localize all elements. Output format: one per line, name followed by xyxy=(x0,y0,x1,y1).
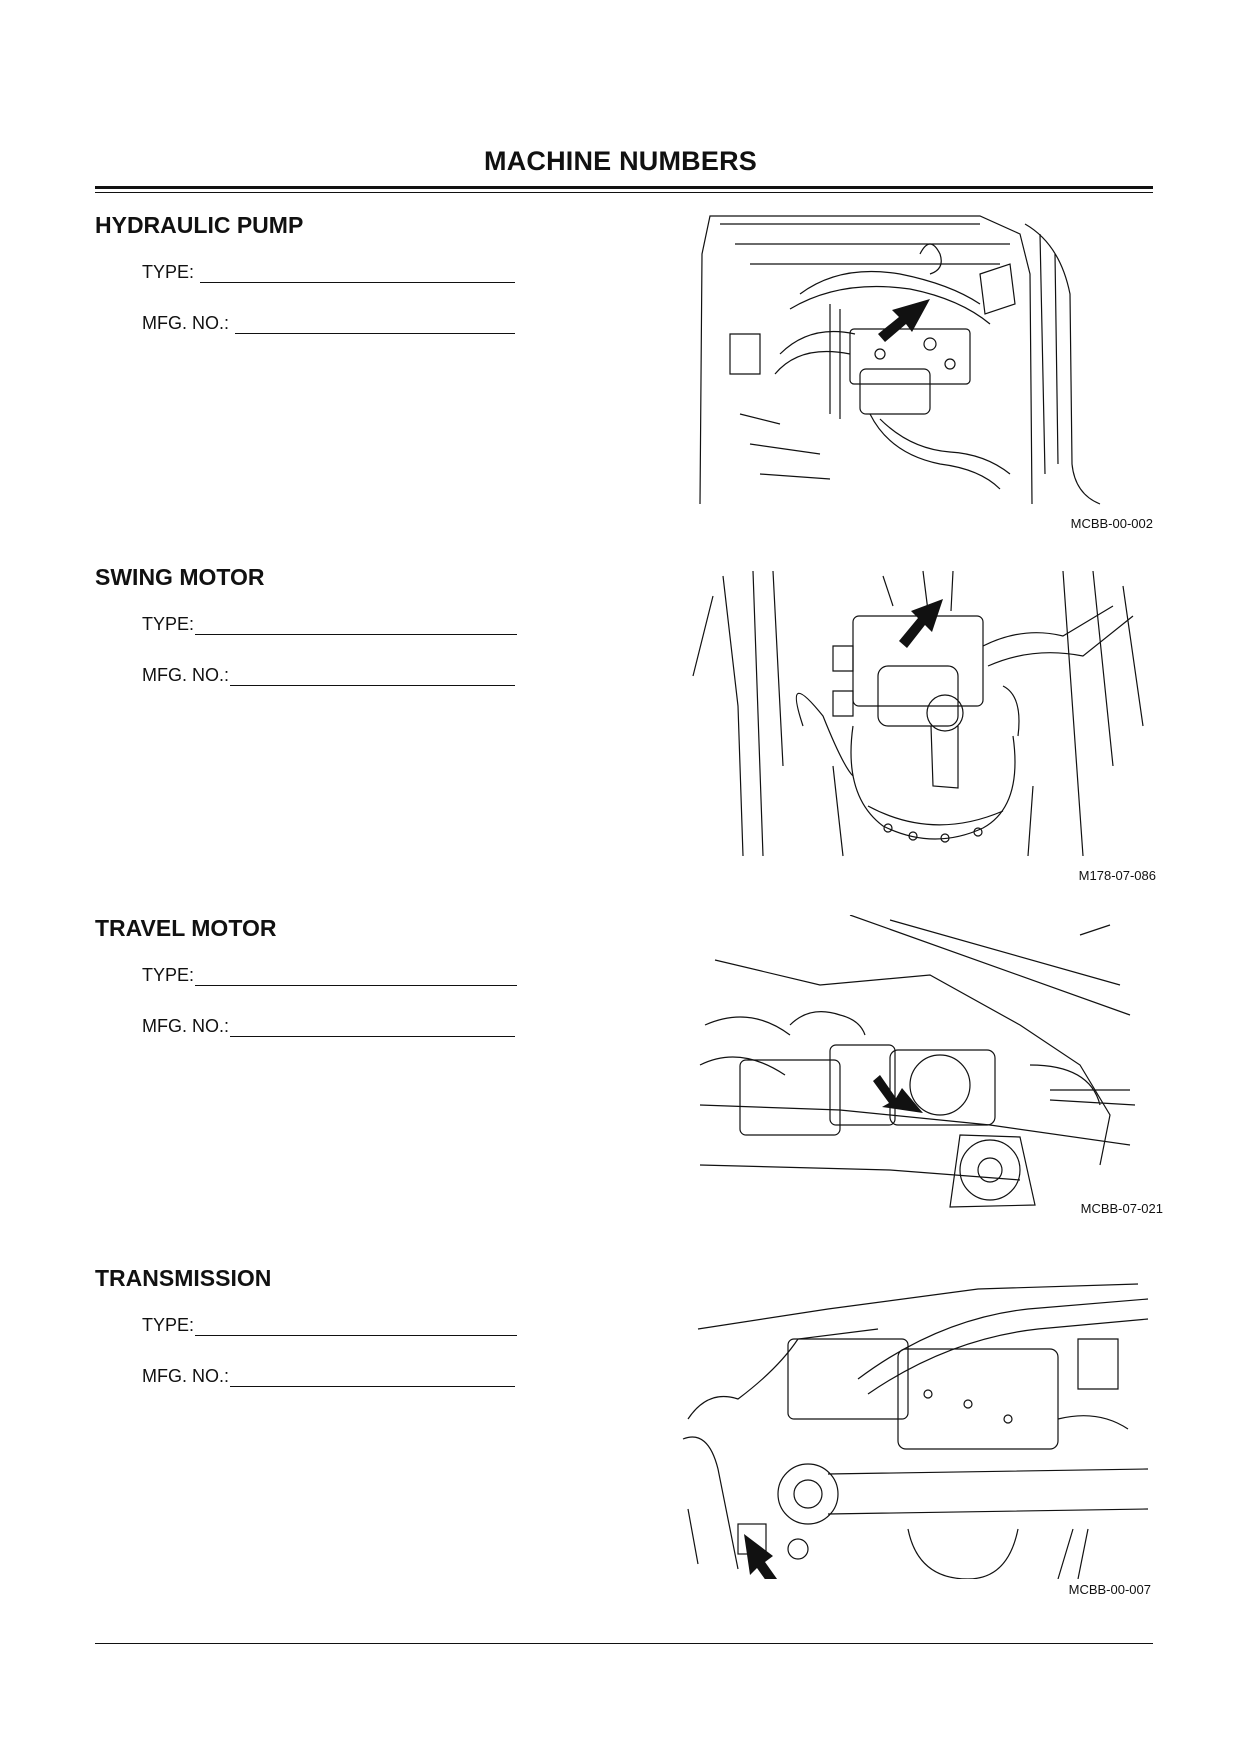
swing-motor-illustration xyxy=(683,566,1156,883)
mfg-no-blank-line[interactable] xyxy=(230,1018,515,1037)
section-hydraulic-pump xyxy=(0,212,1241,572)
mfg-no-blank-line[interactable] xyxy=(230,667,515,686)
section-heading: SWING MOTOR xyxy=(95,564,265,590)
type-blank-line[interactable] xyxy=(195,967,517,986)
section-travel-motor xyxy=(0,915,1241,1275)
page-title: MACHINE NUMBERS xyxy=(484,146,757,176)
mfg-no-field[interactable] xyxy=(142,313,515,334)
mfg-no-blank-line[interactable] xyxy=(230,1368,515,1387)
transmission-illustration xyxy=(678,1279,1151,1597)
type-blank-line[interactable] xyxy=(195,1317,517,1336)
location-arrow-icon xyxy=(683,566,1153,866)
location-arrow-icon xyxy=(678,1279,1153,1579)
type-label: TYPE: xyxy=(142,1315,195,1335)
mfg-no-label: MFG. NO.: xyxy=(142,1366,229,1386)
figure-code: MCBB-07-021 xyxy=(1080,1201,1163,1216)
figure-code: M178-07-086 xyxy=(1078,868,1156,883)
mfg-no-field[interactable] xyxy=(142,1366,515,1387)
mfg-no-label: MFG. NO.: xyxy=(142,665,229,685)
section-heading: HYDRAULIC PUMP xyxy=(95,212,304,238)
type-field[interactable] xyxy=(142,262,515,283)
type-label: TYPE: xyxy=(142,262,195,282)
footer-rule xyxy=(95,1643,1153,1644)
hydraulic-pump-illustration xyxy=(680,214,1153,531)
mfg-no-field[interactable] xyxy=(142,1016,515,1037)
section-heading: TRAVEL MOTOR xyxy=(95,915,277,941)
travel-motor-illustration xyxy=(690,915,1163,1215)
figure-code: MCBB-00-007 xyxy=(1068,1582,1151,1597)
section-heading: TRANSMISSION xyxy=(95,1265,272,1291)
type-field[interactable] xyxy=(142,1315,517,1336)
type-blank-line[interactable] xyxy=(195,616,517,635)
type-blank-line[interactable] xyxy=(200,264,515,283)
location-arrow-icon xyxy=(690,915,1153,1215)
location-arrow-icon xyxy=(680,214,1153,514)
section-swing-motor xyxy=(0,564,1241,924)
title-rule-thick xyxy=(95,186,1153,189)
figure-code: MCBB-00-002 xyxy=(1070,516,1153,531)
type-label: TYPE: xyxy=(142,614,195,634)
mfg-no-field[interactable] xyxy=(142,665,515,686)
type-label: TYPE: xyxy=(142,965,195,985)
section-transmission xyxy=(0,1265,1241,1625)
mfg-no-label: MFG. NO.: xyxy=(142,1016,229,1036)
mfg-no-blank-line[interactable] xyxy=(235,315,515,334)
title-rule-thin xyxy=(95,192,1153,193)
type-field[interactable] xyxy=(142,965,517,986)
mfg-no-label: MFG. NO.: xyxy=(142,313,229,333)
type-field[interactable] xyxy=(142,614,517,635)
